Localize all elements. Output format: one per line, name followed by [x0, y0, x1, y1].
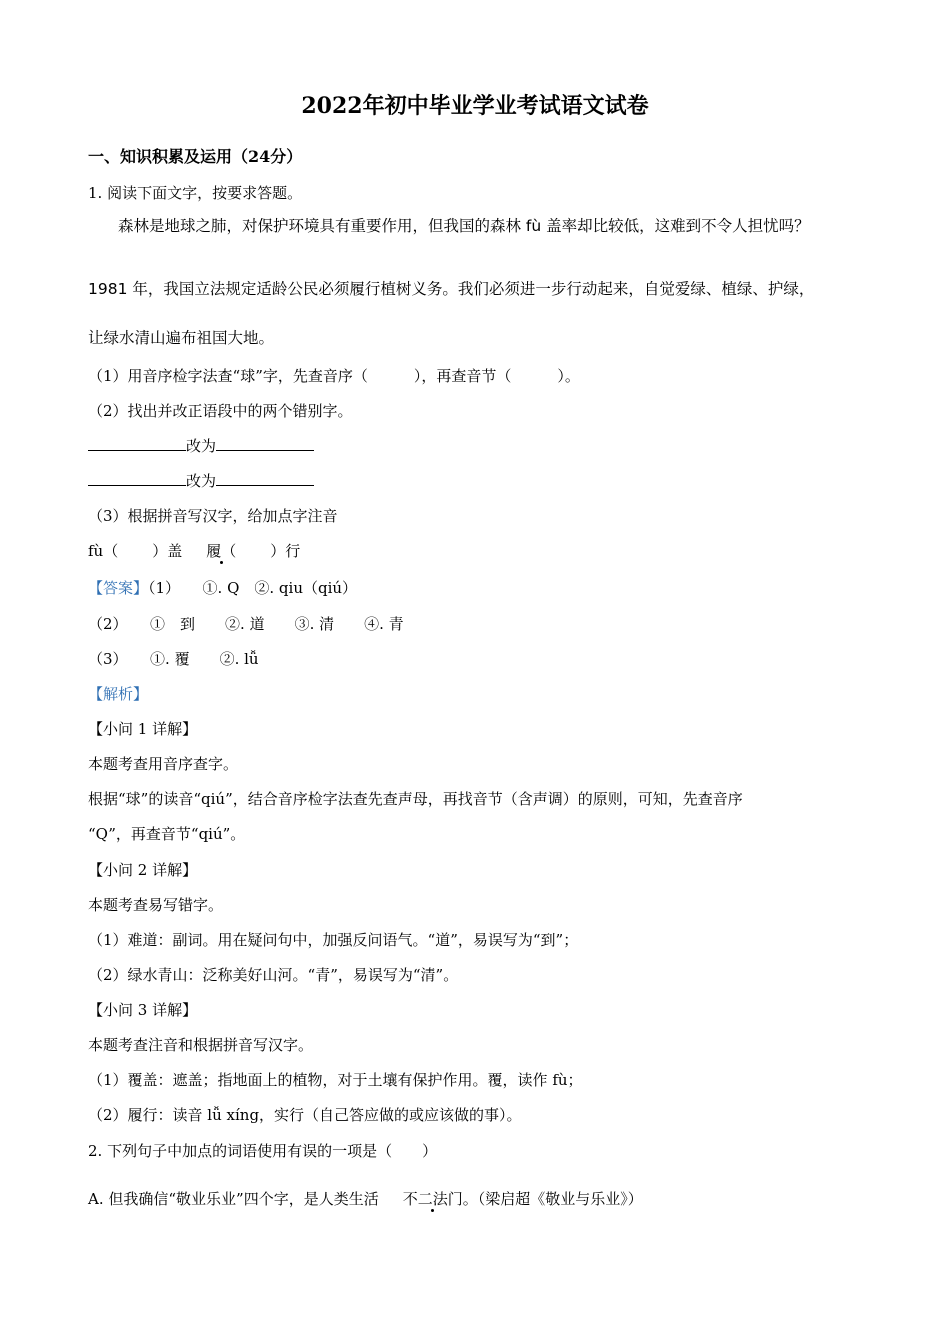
- dotted-char-lv: 履（: [206, 542, 237, 560]
- analysis-label: 【解析】: [88, 685, 149, 703]
- subquestion-1-part-a: （1）用音序检字法查“球”字，先查音序（: [88, 367, 368, 385]
- answer-label: 【答案】: [88, 579, 149, 597]
- passage-line-1: 森林是地球之肺，对保护环境具有重要作用，但我国的森林 fù 盖率却比较低，这难到不令人担忧吗？: [118, 217, 810, 235]
- detail-1-line-3: “Q”，再查音节“qiú”。: [88, 825, 246, 843]
- subquestion-1-part-b: ），再查音节（: [413, 367, 512, 385]
- detail-2-heading: 【小问 2 详解】: [88, 861, 198, 879]
- detail-3-line-1: 本题考查注音和根据拼音写汉字。: [88, 1036, 314, 1054]
- section-heading: 一、知识积累及运用（24分）: [88, 147, 303, 166]
- detail-3-line-2: （1）覆盖：遮盖；指地面上的植物，对于土壤有保护作用。覆，读作 fù；: [88, 1071, 583, 1089]
- option-a-part-1: A. 但我确信“: [88, 1190, 177, 1208]
- correction-blank[interactable]: [88, 436, 186, 451]
- fix-word: 改为: [186, 472, 217, 490]
- pinyin-fu-label: fù（: [88, 542, 119, 560]
- passage-line-3: 让绿水清山遍布祖国大地。: [88, 329, 275, 347]
- pinyin-fu-suffix: ）盖: [152, 542, 183, 560]
- subquestion-3-items: [88, 541, 300, 561]
- question-2-option-a: [88, 1189, 643, 1209]
- correction-line-1: [88, 436, 314, 456]
- detail-3-heading: 【小问 3 详解】: [88, 1001, 198, 1019]
- option-a-part-2: 敬业乐业”四个字，是人类生活: [176, 1190, 379, 1208]
- detail-3-line-3: （2）履行：读音 lǚ xíng，实行（自己答应做的或应该做的事）。: [88, 1106, 522, 1124]
- exam-title: 2022年初中毕业学业考试语文试卷: [301, 93, 649, 119]
- lv-suffix: ）行: [270, 542, 301, 560]
- passage-line-2: 1981 年，我国立法规定适龄公民必须履行植树义务。我们必须进一步行动起来，自觉爱绿、植绿、护绿，: [88, 280, 815, 298]
- option-a-part-3: 。（梁启超《敬业与乐业》）: [462, 1190, 643, 1208]
- detail-1-line-2: 根据“球”的读音“qiú”，结合音序检字法查先查声母，再找音节（含声调）的原则，可知，先查音序: [88, 790, 743, 808]
- detail-2-line-1: 本题考查易写错字。: [88, 896, 224, 914]
- dotted-phrase: 不二法门: [402, 1190, 463, 1208]
- detail-1-line-1: 本题考查用音序查字。: [88, 755, 239, 773]
- detail-2-line-3: （2）绿水青山：泛称美好山河。“青”，易误写为“清”。: [88, 966, 459, 984]
- detail-1-heading: 【小问 1 详解】: [88, 720, 198, 738]
- answer-line-1: [88, 578, 357, 598]
- answer-2: （2） ① 到 ②. 道 ③. 清 ④. 青: [88, 615, 404, 633]
- detail-2-line-2: （1）难道：副词。用在疑问句中，加强反问语气。“道”，易误写为“到”；: [88, 931, 579, 949]
- correction-line-2: [88, 471, 314, 491]
- fix-word: 改为: [186, 437, 217, 455]
- subquestion-1: [88, 366, 580, 386]
- question-2-stem: 2. 下列句子中加点的词语使用有误的一项是（ ）: [88, 1142, 438, 1160]
- answer-1: （1） ①. Q ②. qiu（qiú）: [148, 579, 358, 597]
- question-1-stem: 1. 阅读下面文字，按要求答题。: [88, 184, 303, 202]
- correction-blank[interactable]: [88, 471, 186, 486]
- subquestion-1-part-c: ）。: [557, 367, 580, 385]
- subquestion-2: （2）找出并改正语段中的两个错别字。: [88, 402, 353, 420]
- correction-blank[interactable]: [216, 471, 314, 486]
- subquestion-3: （3）根据拼音写汉字，给加点字注音: [88, 507, 338, 525]
- lv-item: [206, 542, 236, 560]
- correction-blank[interactable]: [216, 436, 314, 451]
- answer-3: （3） ①. 覆 ②. lǚ: [88, 650, 259, 668]
